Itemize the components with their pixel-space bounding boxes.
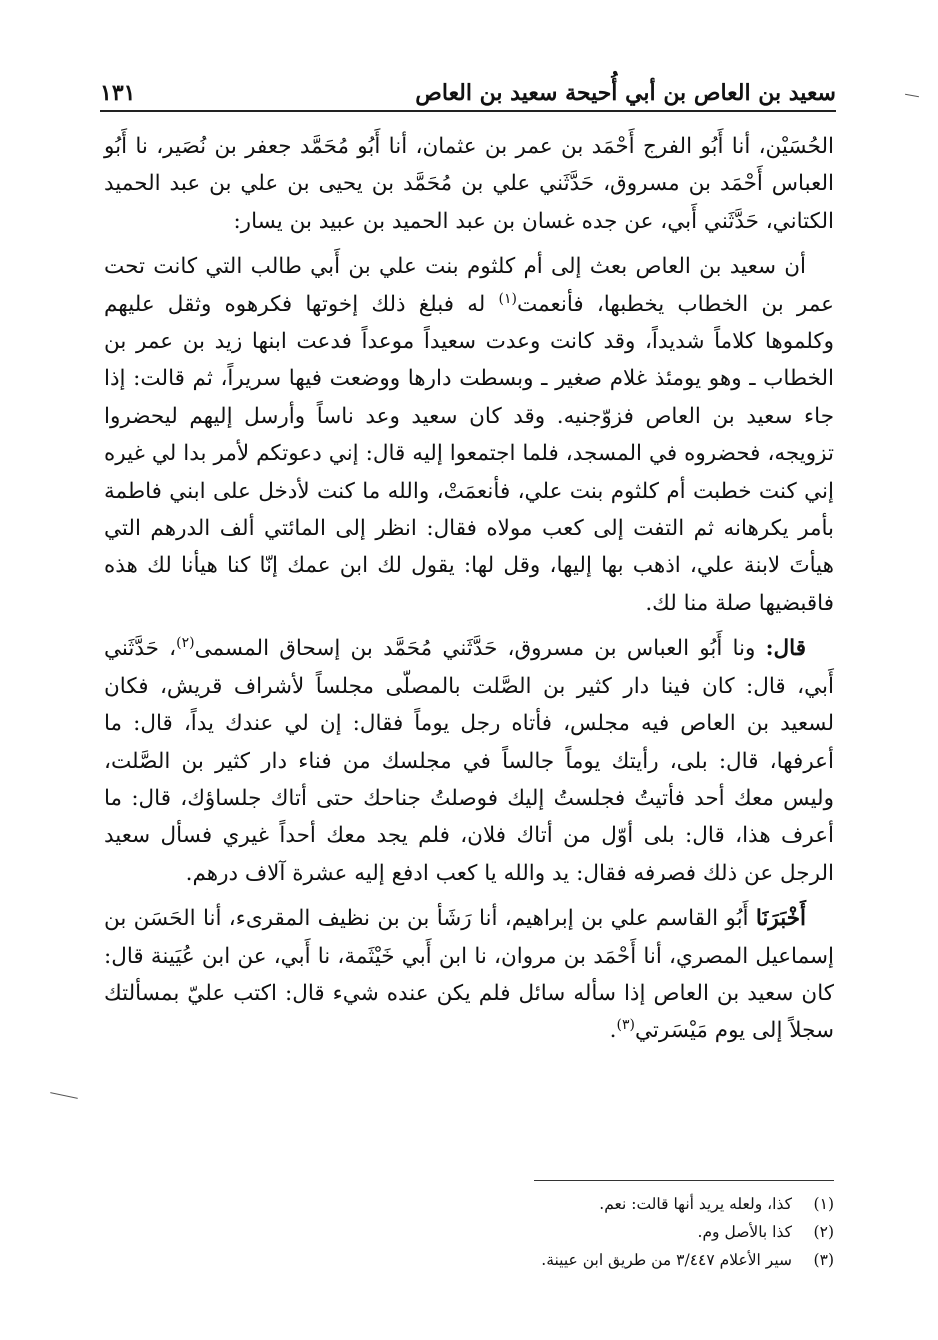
footnote-number: (١) bbox=[813, 1195, 834, 1213]
footnote-number: (٢) bbox=[813, 1223, 834, 1241]
running-title: سعيد بن العاص بن أبي أُحيحة سعيد بن العاص bbox=[415, 80, 836, 106]
paragraph-text: الحُسَيْن، أنا أَبُو الفرج أَحْمَد بن عمر بن عثمان، أنا أَبُو مُحَمَّد جعفر بن نُصَير، نا أَبُو العباس أَحْمَد بن مسروق، حَدَّثَني علي بن مُحَمَّد بن يحيى بن علي بن عبد الحميد الكتاني، حَدَّثَني أَبي، عن جده غسان بن عبد الحميد بن عبيد بن يسار: bbox=[104, 134, 834, 234]
paragraph-text-continued: له فبلغ ذلك إخوتها فكرهوه وثقل عليهم وكلموها كلاماً شديداً، وقد كانت وعدت سعيداً موعداً فدعت ابنها زيد بن عمر بن الخطاب ـ وهو يومئذ غلام صغير ـ وبسطت دارها ووضعت فيها سريراً، ثم قالت: إذا جاء سعيد بن العاص فزوّجنيه. وقد كان سعيد وعد ناساً وأرسل إليهم ليحضروا تزويجه، فحضروه في المسجد، فلما اجتمعوا إليه قال: إني دعوتكم لأمر بدا لي غيره إني كنت خطبت أم كلثوم بنت علي، فأنعمَتْ، والله ما كنت لأدخل على ابني فاطمة بأمر يكرهانه ثم التفت إلى كعب مولاه فقال: انظر إلى المائتي ألف الدرهم التي هيأتَ لابنة علي، اذهب بها إليها، وقل لها: يقول لك ابن عمك إنّا كنا هيأنا لك هذه فاقبضيها صلة منا لك. bbox=[104, 291, 834, 616]
footnote-ref: (٣) bbox=[616, 1017, 635, 1034]
paragraph-lead: أَخْبَرَنَا bbox=[755, 906, 806, 932]
footnote-text: سير الأعلام ٣/٤٤٧ من طريق ابن عيينة. bbox=[541, 1251, 792, 1269]
body-text bbox=[104, 128, 834, 1058]
paragraph-lead: قال: bbox=[765, 636, 806, 662]
margin-scan-mark bbox=[905, 94, 919, 97]
paragraph-text-continued: . bbox=[609, 1018, 617, 1044]
paragraph-text: أَبُو القاسم علي بن إبراهيم، أنا رَشَأ بن بن نظيف المقرىء، أنا الحَسَن بن إسماعيل المصري، أنا أَحْمَد بن مروان، نا ابن أَبي خَيْثَمة، نا أَبي، عن ابن عُيَينة قال: كان سعيد بن العاص إذا سأله سائل فلم يكن عنده شيء قال: اكتب عليّ بمسألتك سجلاً إلى يوم مَيْسَرتي bbox=[104, 906, 834, 1044]
paragraph-text: ونا أَبُو العباس بن مسروق، حَدَّثَني مُحَمَّد بن إسحاق المسمى bbox=[194, 636, 766, 662]
footnote-ref: (٢) bbox=[176, 635, 195, 652]
footnote-separator bbox=[534, 1180, 834, 1181]
page-header bbox=[100, 70, 836, 112]
footnote-2 bbox=[104, 1218, 834, 1246]
paragraph-text: أن سعيد بن العاص بعث إلى أم كلثوم بنت علي بن أَبي طالب التي كانت تحت عمر بن الخطاب يخطبها، فأنعمت bbox=[104, 254, 834, 317]
paragraph-2 bbox=[104, 248, 834, 622]
footnotes bbox=[104, 1190, 834, 1274]
footnote-text: كذا بالأصل وم. bbox=[697, 1223, 792, 1241]
paragraph-text-continued: ، حَدَّثَني أَبي، قال: كان فينا دار كثير بن الصَّلت بالمصلّى مجلساً لأشراف قريش، فكان لسعيد بن العاص فيه مجلس، فأتاه رجل يوماً فقال: إن لي عندك يداً، قال: ما أعرفها، قال: بلى، رأيتك يوماً جالساً في مجلسك من فناء دار كثير بن الصَّلت، وليس معك أحد فأتيتُ فجلستُ إليك فوصلتُ جناحك حتى أتاك جلساؤك، قال: ما أعرف هذا، قال: بلى أوّل من أتاك فلان، فلم يجد معك أحداً غيري فسأل سعيد الرجل عن ذلك فصرفه فقال: يد والله يا كعب ادفع إليه عشرة آلاف درهم. bbox=[104, 636, 834, 886]
footnote-number: (٣) bbox=[813, 1251, 834, 1269]
page-number: ١٣١ bbox=[100, 80, 136, 106]
paragraph-1 bbox=[104, 128, 834, 240]
paragraph-3 bbox=[104, 630, 834, 892]
paragraph-4 bbox=[104, 900, 834, 1050]
margin-scan-mark bbox=[50, 1092, 78, 1099]
footnote-text: كذا، ولعله يريد أنها قالت: نعم. bbox=[599, 1195, 792, 1213]
footnote-1 bbox=[104, 1190, 834, 1218]
footnote-ref: (١) bbox=[498, 290, 517, 307]
footnote-3 bbox=[104, 1246, 834, 1274]
